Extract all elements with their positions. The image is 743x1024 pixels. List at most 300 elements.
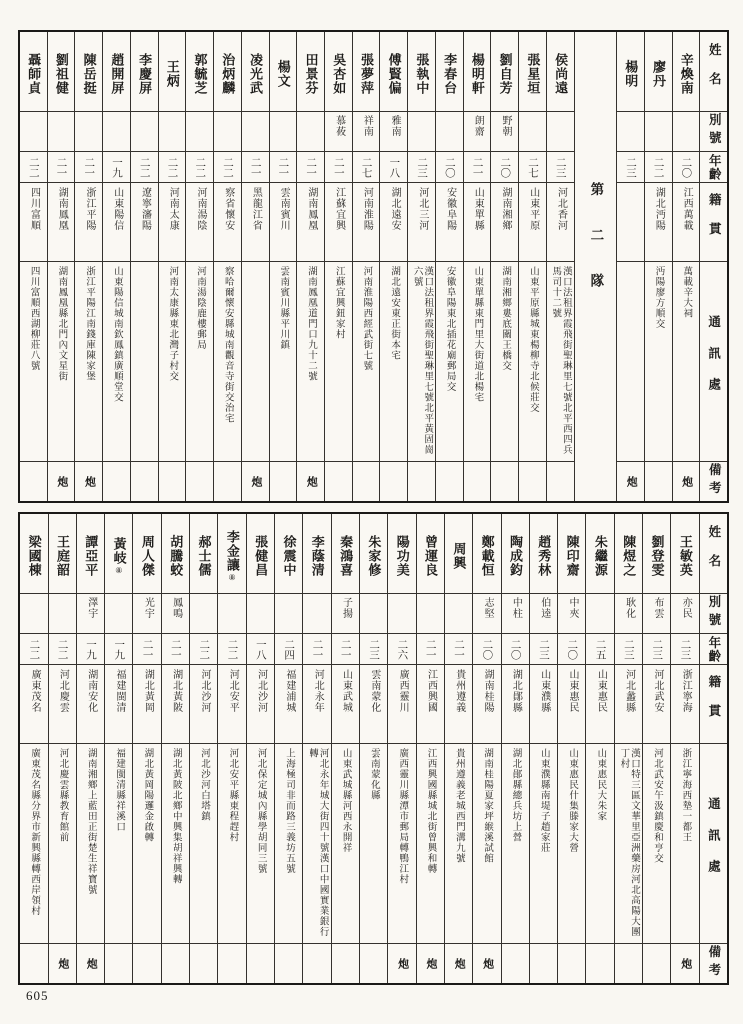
person-name [586, 514, 613, 594]
person-name-text: 王敏英 [677, 535, 693, 577]
header-alias-label: 別號 [706, 595, 721, 632]
person-address-text: 廣西靈川縣潭市郵局轉鴨江村 [397, 748, 408, 885]
person-alias [353, 112, 380, 152]
person-column [444, 514, 472, 983]
person-origin-text: 山東平原 [527, 187, 539, 231]
person-alias [275, 594, 302, 634]
person-remark [297, 462, 324, 501]
person-remark [530, 944, 557, 983]
person-origin-text: 湖南安化 [85, 669, 97, 713]
person-remark [417, 944, 444, 983]
person-age-text: 二二 [226, 638, 238, 660]
person-name-text: 王炳 [164, 60, 180, 88]
person-age [502, 634, 529, 665]
person-address-text: 湖南桂陽夏家坪緱溪試館 [482, 748, 493, 864]
person-age [20, 152, 47, 183]
person-age [303, 634, 330, 665]
person-origin [502, 665, 529, 744]
person-age-text: 二三 [622, 638, 634, 660]
person-remark-text: 炮 [83, 475, 96, 488]
person-name [464, 32, 491, 112]
person-age [558, 634, 585, 665]
person-age-text: 二一 [453, 638, 465, 660]
person-alias [214, 112, 241, 152]
person-address-text: 湖南湘鄉上藍田正街楚生祥寶號 [85, 748, 96, 895]
person-name [417, 514, 444, 594]
person-origin-text: 浙江寧海 [680, 669, 692, 713]
person-origin-text: 山東單縣 [472, 187, 484, 231]
person-alias [502, 594, 529, 634]
person-origin [214, 183, 241, 262]
person-origin-text: 江蘇宜興 [333, 187, 345, 231]
person-age [20, 634, 47, 665]
person-alias [131, 112, 158, 152]
person-origin-text: 河北慶雲 [57, 669, 69, 713]
person-column [213, 32, 241, 501]
person-column [501, 514, 529, 983]
person-origin-text: 安徽阜陽 [444, 187, 456, 231]
person-origin [303, 665, 330, 744]
person-remark [133, 944, 160, 983]
person-age [530, 634, 557, 665]
person-age [445, 634, 472, 665]
person-origin [20, 665, 47, 744]
person-alias [162, 594, 189, 634]
person-origin-text: 廣西靈川 [397, 669, 409, 713]
person-age [159, 152, 186, 183]
person-alias [643, 594, 670, 634]
person-origin [491, 183, 518, 262]
person-remark [436, 462, 463, 501]
person-address-text: 上海極司非而路三義坊五號 [283, 748, 294, 874]
person-age-text: 二三 [416, 156, 428, 178]
person-address [671, 744, 698, 944]
header-age-label: 年齡 [706, 635, 721, 663]
person-alias [615, 594, 642, 634]
person-origin-text: 山東武城 [340, 669, 352, 713]
person-remark-text: 炮 [424, 957, 437, 970]
person-age-text: 二一 [249, 156, 261, 178]
person-alias [617, 112, 644, 152]
person-age [547, 152, 574, 183]
person-address-text: 河北永年城大街四十號漢口中國實業銀行轉 [306, 748, 328, 937]
person-origin [558, 665, 585, 744]
person-name-text: 趙開屏 [109, 53, 125, 95]
person-column [435, 32, 463, 501]
person-alias [105, 594, 132, 634]
person-alias [586, 594, 613, 634]
person-address [673, 262, 700, 462]
person-alias-text: 野朝 [500, 115, 512, 137]
person-name [297, 32, 324, 112]
person-name-text: 趙秀林 [536, 535, 552, 577]
person-name [436, 32, 463, 112]
person-age [617, 152, 644, 183]
person-age [408, 152, 435, 183]
person-remark [360, 944, 387, 983]
person-address [133, 744, 160, 944]
header-remark [700, 462, 727, 501]
person-age [473, 634, 500, 665]
person-address [275, 744, 302, 944]
person-origin-text: 湖北鄖縣 [510, 669, 522, 713]
person-origin [671, 665, 698, 744]
person-address [131, 262, 158, 462]
person-origin-text: 山東陽信 [111, 187, 123, 231]
person-remark [586, 944, 613, 983]
person-name-text: 秦鴻喜 [338, 535, 354, 577]
person-address [473, 744, 500, 944]
person-age [297, 152, 324, 183]
person-origin-text: 湖南湘鄉 [500, 187, 512, 231]
person-name [242, 32, 269, 112]
person-column [352, 32, 380, 501]
person-age-text: 二三 [624, 156, 636, 178]
person-address [530, 744, 557, 944]
header-name-label: 姓名 [707, 42, 722, 101]
person-name [645, 32, 672, 112]
person-remark-text: 炮 [305, 475, 318, 488]
person-origin-text: 河北安平 [227, 669, 239, 713]
person-origin-text: 山東惠民 [567, 669, 579, 713]
person-name-text: 李春台 [442, 53, 458, 95]
roster-table-bottom [18, 512, 729, 985]
person-name-text: 聶師貞 [26, 53, 42, 95]
person-name-text: 吳杏如 [331, 53, 347, 95]
person-alias [645, 112, 672, 152]
person-age-text: 二〇 [443, 156, 455, 178]
person-name-text: 凌光武 [248, 53, 263, 95]
person-name [186, 32, 213, 112]
person-column [324, 32, 352, 501]
person-address [190, 744, 217, 944]
person-address-text: 雲南賓川縣平川鎮 [278, 266, 289, 350]
person-remark [502, 944, 529, 983]
person-origin [473, 665, 500, 744]
person-origin [270, 183, 297, 262]
person-column [518, 32, 546, 501]
person-remark [103, 462, 130, 501]
person-remark [473, 944, 500, 983]
person-name-text: 李慶屏 [137, 53, 153, 95]
person-origin-text: 河北三河 [416, 187, 428, 231]
person-remark [464, 462, 491, 501]
person-age [75, 152, 102, 183]
person-origin-text: 河南湯陰 [194, 187, 206, 231]
person-origin [673, 183, 700, 262]
person-alias [190, 594, 217, 634]
person-age-text: 二五 [594, 638, 606, 660]
person-name [275, 514, 302, 594]
person-address [332, 744, 359, 944]
person-remark-text: 炮 [453, 957, 466, 970]
person-age [133, 634, 160, 665]
person-column [104, 514, 132, 983]
person-origin [617, 183, 644, 262]
person-address [247, 744, 274, 944]
person-alias [103, 112, 130, 152]
person-name-text: 傅賢偏 [386, 53, 402, 95]
person-alias [48, 112, 75, 152]
person-address [491, 262, 518, 462]
person-address-text: 湖南湘鄉婁底關王橋交 [500, 266, 511, 371]
person-name-text: 楊文 [275, 60, 291, 88]
person-origin-text: 河北永年 [312, 669, 324, 713]
person-alias [380, 112, 407, 152]
person-alias-text: 亦民 [680, 597, 692, 619]
person-alias [75, 112, 102, 152]
person-column [546, 32, 574, 501]
person-age [49, 634, 76, 665]
person-alias [491, 112, 518, 152]
person-column [269, 32, 297, 501]
header-origin [700, 183, 727, 262]
person-column [246, 514, 274, 983]
person-alias [186, 112, 213, 152]
person-address [547, 262, 574, 462]
person-origin [247, 665, 274, 744]
person-origin [519, 183, 546, 262]
person-remark [105, 944, 132, 983]
person-name [214, 32, 241, 112]
person-alias [242, 112, 269, 152]
person-alias [303, 594, 330, 634]
person-name-text: 辛煥南 [678, 53, 694, 95]
person-name [105, 514, 132, 594]
person-name-text: 郝士儒 [196, 535, 212, 577]
person-address-text: 雲南蒙化縣 [368, 748, 379, 801]
person-remark [75, 462, 102, 501]
header-address [700, 744, 727, 944]
person-column [529, 514, 557, 983]
header-remark-label: 備考 [707, 463, 722, 500]
person-origin-text: 河南太康 [167, 187, 179, 231]
person-age-text: 二一 [311, 638, 323, 660]
person-address-text: 山東單縣東門里大街道北楊宅 [472, 266, 483, 403]
person-address-text: 江西興國縣城北街曾興和轉 [425, 748, 436, 874]
person-age-text: 二〇 [566, 638, 578, 660]
person-remark-text: 炮 [679, 957, 692, 970]
person-name [558, 514, 585, 594]
person-origin [103, 183, 130, 262]
section-column [574, 32, 616, 501]
person-address-text: 察哈爾懷安縣城南觀音寺街交治宅 [222, 266, 233, 424]
person-origin [218, 665, 245, 744]
person-name [353, 32, 380, 112]
person-address [417, 744, 444, 944]
person-alias [49, 594, 76, 634]
person-remark [617, 462, 644, 501]
person-origin [48, 183, 75, 262]
person-age [673, 152, 700, 183]
person-age [190, 634, 217, 665]
person-origin-text: 山東濮縣 [538, 669, 550, 713]
person-column [463, 32, 491, 501]
person-alias [673, 112, 700, 152]
person-address [159, 262, 186, 462]
person-alias [558, 594, 585, 634]
person-age-text: 二二 [198, 638, 210, 660]
person-remark [643, 944, 670, 983]
person-name [530, 514, 557, 594]
person-origin-text: 湖南鳳凰 [305, 187, 317, 231]
person-alias [464, 112, 491, 152]
person-alias [247, 594, 274, 634]
header-alias [700, 112, 727, 152]
person-address-text: 山東惠民大朱家 [595, 748, 606, 822]
person-address-text: 山東陽信城南欽鳳鎮廣順堂交 [111, 266, 122, 403]
person-remark [519, 462, 546, 501]
person-remark [270, 462, 297, 501]
person-column [387, 514, 415, 983]
person-name [162, 514, 189, 594]
person-age-text: 二〇 [509, 638, 521, 660]
person-origin-text: 河南淮陽 [361, 187, 373, 231]
person-origin-text: 雲南蒙化 [368, 669, 380, 713]
person-address-text: 山東惠民什集滕家大營 [567, 748, 578, 853]
person-origin-text: 山東惠民 [595, 669, 607, 713]
header-address-label: 通訊處 [706, 314, 721, 409]
person-address-text: 河北保定城內縣學胡同三號 [255, 748, 266, 874]
person-name [103, 32, 130, 112]
person-alias-text: 慕莜 [333, 115, 345, 137]
person-address [408, 262, 435, 462]
person-origin-text: 遼寧瀋陽 [139, 187, 151, 231]
person-remark [673, 462, 700, 501]
person-age-text: 二三 [368, 638, 380, 660]
person-address-text: 河南淮陽西經武街七號 [361, 266, 372, 371]
person-remark [190, 944, 217, 983]
person-address [218, 744, 245, 944]
person-remark [20, 462, 47, 501]
header-alias-label: 別號 [707, 113, 722, 150]
person-origin [615, 665, 642, 744]
person-column [217, 514, 245, 983]
person-remark [242, 462, 269, 501]
person-column [557, 514, 585, 983]
person-address [586, 744, 613, 944]
person-origin-text: 江西興國 [425, 669, 437, 713]
person-remark [615, 944, 642, 983]
person-column [407, 32, 435, 501]
header-age-label: 年齡 [707, 153, 722, 181]
person-age [103, 152, 130, 183]
person-remark [275, 944, 302, 983]
person-column [20, 32, 47, 501]
person-address [20, 262, 47, 462]
person-age [388, 634, 415, 665]
person-address [325, 262, 352, 462]
person-age-text: 二一 [141, 638, 153, 660]
person-age-text: 二三 [679, 638, 691, 660]
person-age-text: 二二 [56, 638, 68, 660]
person-name [445, 514, 472, 594]
person-name-text: 陳岳挺 [81, 53, 97, 95]
person-address-text: 貴州遵義老城西門溝九號 [453, 748, 464, 864]
header-address [700, 262, 727, 462]
person-remark [671, 944, 698, 983]
person-age-text: 二〇 [499, 156, 511, 178]
person-name-text: 楊明軒 [469, 53, 485, 95]
person-address [380, 262, 407, 462]
person-name [332, 514, 359, 594]
person-remark-text: 炮 [55, 475, 68, 488]
header-remark-label: 備考 [706, 945, 721, 982]
header-origin-label: 籍貫 [706, 675, 721, 733]
person-origin [159, 183, 186, 262]
header-column [699, 32, 727, 501]
person-alias [671, 594, 698, 634]
person-column [670, 514, 698, 983]
person-column [616, 32, 644, 501]
person-origin [131, 183, 158, 262]
person-address [360, 744, 387, 944]
person-age-text: 二四 [283, 638, 295, 660]
person-origin-text: 福建浦城 [283, 669, 295, 713]
person-name-text: 陳煜之 [621, 535, 637, 577]
person-name [20, 514, 47, 594]
person-origin-text: 河北蠡縣 [623, 669, 635, 713]
person-name-text: 劉登雯 [649, 535, 665, 577]
person-origin-text: 廣東茂名 [29, 669, 41, 713]
person-alias [270, 112, 297, 152]
header-remark [700, 944, 727, 983]
person-column [379, 32, 407, 501]
person-address-text: 河南湯陰鹿樓郵局 [195, 266, 206, 350]
person-column [416, 514, 444, 983]
person-address-text: 湖北鄖縣總兵坊上營 [510, 748, 521, 843]
person-origin [297, 183, 324, 262]
person-remark-text: 炮 [680, 475, 693, 488]
person-origin-text: 湖南桂陽 [482, 669, 494, 713]
person-remark [491, 462, 518, 501]
person-remark [131, 462, 158, 501]
person-name-text: 廖丹 [650, 60, 666, 88]
person-address-text: 山東武城縣河西永開祥 [340, 748, 351, 853]
person-name [159, 32, 186, 112]
person-age-text: 二一 [305, 156, 317, 178]
person-age [275, 634, 302, 665]
person-name [77, 514, 104, 594]
header-name-label: 姓名 [706, 524, 721, 583]
person-column [359, 514, 387, 983]
person-origin [388, 665, 415, 744]
person-address [445, 744, 472, 944]
person-origin-text: 雲南賓川 [278, 187, 290, 231]
person-remark [48, 462, 75, 501]
header-age [700, 152, 727, 183]
person-age [586, 634, 613, 665]
person-address-text: 山東平原縣城東楊柳寺北候莊交 [527, 266, 538, 413]
person-name-text: 朱繼源 [592, 535, 608, 577]
person-address [103, 262, 130, 462]
person-remark [159, 462, 186, 501]
person-alias-text: 布雲 [651, 597, 663, 619]
person-name [20, 32, 47, 112]
person-column [585, 514, 613, 983]
person-origin [464, 183, 491, 262]
person-age [325, 152, 352, 183]
person-address [502, 744, 529, 944]
person-name-text: 陽功美 [394, 535, 410, 577]
person-age-text: 二一 [471, 156, 483, 178]
person-age-text: 二二 [138, 156, 150, 178]
person-name-text: 張星垣 [525, 53, 541, 95]
person-address-text: 湖南鳳凰道門口九十二號 [305, 266, 316, 382]
person-remark-text: 炮 [56, 957, 69, 970]
person-name-text: 李蔭清 [309, 535, 325, 577]
header-address-label: 通訊處 [706, 796, 721, 891]
